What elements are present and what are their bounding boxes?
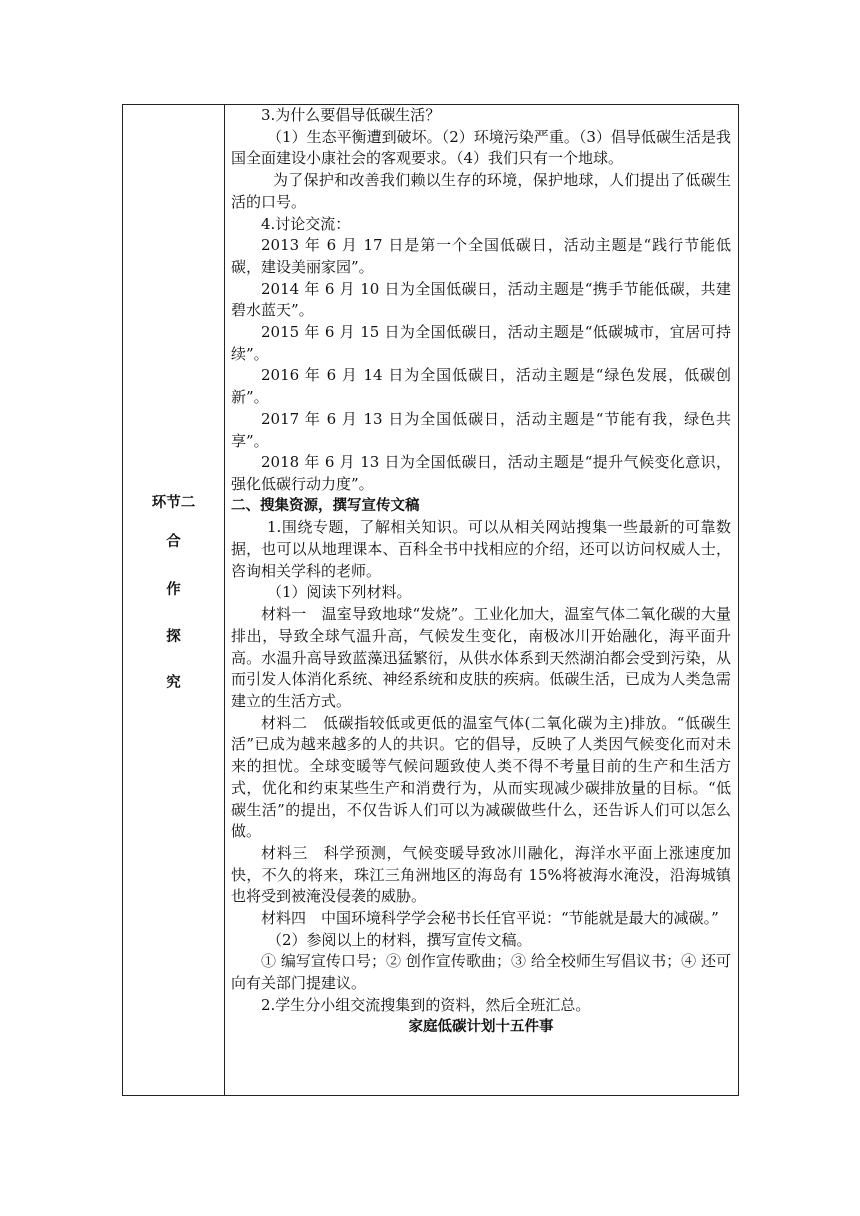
section-label-line: 环节二 xyxy=(151,495,196,511)
content-paragraph: （1）阅读下列材料。 xyxy=(267,583,412,602)
content-paragraph: 材料四 中国环境科学学会秘书长任官平说：“节能就是最大的减碳。” xyxy=(261,909,719,928)
content-paragraph: 为了保护和改善我们赖以生存的环境，保护地球，人们提出了低碳生活的口号。 xyxy=(231,171,731,211)
column-divider xyxy=(224,105,225,1095)
content-paragraph: 2.学生分小组交流搜集到的资料，然后全班汇总。 xyxy=(261,995,591,1014)
content-paragraph: 1.围绕专题，了解相关知识。可以从相关网站搜集一些最新的可靠数据，也可以从地理课本、百科全书中找相应的介绍，还可以访问权威人士，咨询相关学科的老师。 xyxy=(231,518,731,580)
lesson-content xyxy=(231,105,731,1038)
closing-title: 家庭低碳计划十五件事 xyxy=(408,1018,554,1035)
content-paragraph: 2018 年 6 月 13 日为全国低碳日，活动主题是“提升气候变化意识，强化低碳行动力度”。 xyxy=(231,453,731,493)
content-paragraph: （2）参阅以上的材料，撰写宣传文稿。 xyxy=(267,930,532,949)
lesson-table xyxy=(122,104,739,1096)
content-paragraph: 2016 年 6 月 14 日为全国低碳日，活动主题是“绿色发展，低碳创新”。 xyxy=(231,366,731,407)
content-paragraph: 材料一 温室导致地球“发烧”。工业化加大，温室气体二氧化碳的大量排出，导致全球气温升高，气候发生变化，南极冰川开始融化，海平面升高。水温升高导致蓝藻迅猛繁衍，从供水体系到天然湖泊都会受到污染，从而引发人体消化系统、神经系统和皮肤的疾病。低碳生活，已成为人类急需建立的生活方式。 xyxy=(231,605,731,710)
content-paragraph: 2014 年 6 月 10 日为全国低碳日，活动主题是“携手节能低碳，共建碧水蓝天”。 xyxy=(231,279,731,320)
section-heading: 二、搜集资源，撰写宣传文稿 xyxy=(231,497,420,514)
section-label-line: 究 xyxy=(166,675,181,691)
content-paragraph: 2015 年 6 月 15 日为全国低碳日，活动主题是“低碳城市，宜居可持续”。 xyxy=(231,323,731,363)
section-label-column xyxy=(123,105,224,1095)
content-paragraph: 2013 年 6 月 17 日是第一个全国低碳日，活动主题是“践行节能低碳，建设美丽家园”。 xyxy=(231,236,731,276)
content-paragraph: 材料二 低碳指较低或更低的温室气体(二氧化碳为主)排放。“低碳生活”已成为越来越多的人的共识。它的倡导，反映了人类因气候变化而对未来的担忧。全球变暖等气候问题致使人类不得不考量目前的生产和生活方式，优化和约束某些生产和消费行为，从而实现减少碳排放量的目标。“低碳生活”的提出，不仅告诉人们可以为减碳做些什么，还告诉人们可以怎么做。 xyxy=(231,713,731,841)
content-paragraph: （1）生态平衡遭到破坏。（2）环境污染严重。（3）倡导低碳生活是我国全面建设小康社会的客观要求。（4）我们只有一个地球。 xyxy=(231,127,731,168)
content-paragraph: 3.为什么要倡导低碳生活？ xyxy=(261,106,441,124)
content-paragraph: 2017 年 6 月 13 日为全国低碳日，活动主题是“节能有我，绿色共享”。 xyxy=(231,409,731,450)
content-paragraph: ① 编写宣传口号；② 创作宣传歌曲；③ 给全校师生写倡议书；④ 还可向有关部门提建议。 xyxy=(231,952,731,993)
content-paragraph: 4.讨论交流： xyxy=(261,214,351,233)
content-paragraph: 材料三 科学预测，气候变暖导致冰川融化，海洋水平面上涨速度加快，不久的将来，珠江三角洲地区的海岛有 15%将被海水淹没，沿海城镇也将受到被淹没侵袭的威胁。 xyxy=(231,843,731,906)
section-label-line: 作 xyxy=(166,582,181,598)
section-label-line: 探 xyxy=(166,629,181,645)
section-label-line: 合 xyxy=(166,534,181,550)
